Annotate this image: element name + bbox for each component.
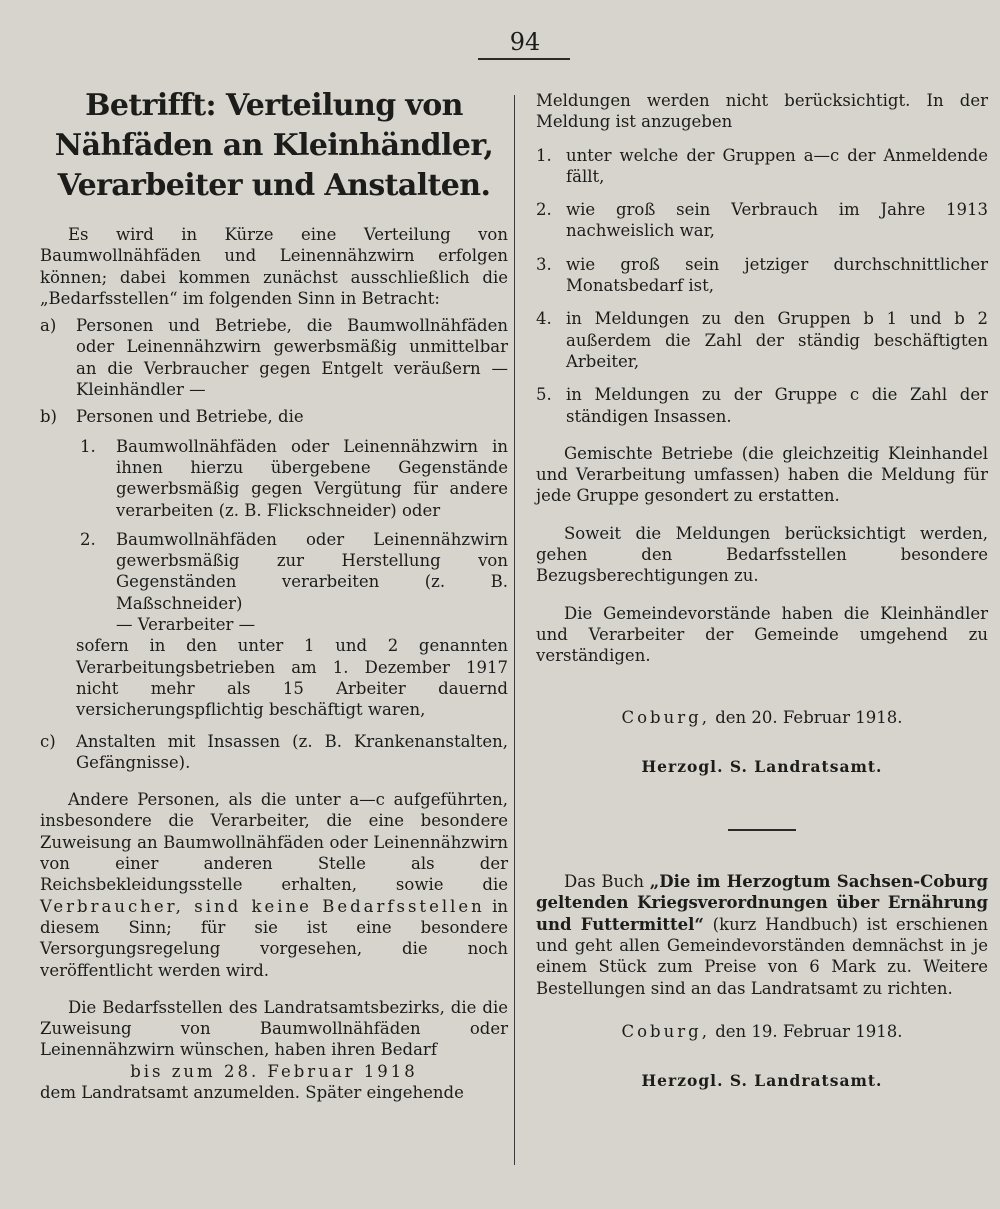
- other-persons-paragraph: [40, 789, 508, 981]
- place-name: Coburg,: [621, 1021, 710, 1041]
- item-b2-body: Baumwollnähfäden oder Leinennähzwirn gewerbsmäßig zur Herstellung von Gegenständen verarbeiten (z. B. Maßschneider): [116, 529, 508, 613]
- date-text: den 19. Februar 1918.: [709, 1021, 903, 1041]
- item-text: in Meldungen zu den Gruppen b 1 und b 2 außerdem die Zahl der ständig beschäftigten Arbeiter,: [566, 309, 988, 371]
- item-text: in Meldungen zu der Gruppe c die Zahl der ständigen Insassen.: [566, 385, 988, 426]
- intro-paragraph: Es wird in Kürze eine Verteilung von Baumwollnähfäden und Leinennähzwirn erfolgen können; dabei kommen zunächst ausschließlich die „Bedarfsstellen“ im folgenden Sinn in Betracht:: [40, 225, 508, 308]
- other-persons-text-2: in diesem Sinn; für sie ist eine besondere Versorgungsregelung vorgesehen, die noch veröffentlicht werden wird.: [40, 896, 508, 980]
- place-date-1: [536, 707, 988, 728]
- deadline: bis zum 28. Februar 1918: [130, 1061, 418, 1081]
- book-text: (kurz Handbuch) ist erschienen und geht allen Gemeindevorständen demnächst in je einem Stück zum Preise von 6 Mark zu. Weitere Bestellungen sind an das Landratsamt zu richten.: [536, 914, 988, 998]
- list-item: [536, 254, 988, 297]
- list-item: [536, 145, 988, 188]
- notify-paragraph: Die Gemeindevorstände haben die Kleinhändler und Verarbeiter der Gemeinde umgehend zu verständigen.: [536, 603, 988, 666]
- date-text: den 20. Februar 1918.: [709, 707, 903, 727]
- place-date-2: [536, 1021, 988, 1042]
- book-title: „Die im Herzogtum Sachsen-Coburg geltenden Kriegsverordnungen über Ernährung und Futtermittel“: [536, 872, 988, 934]
- item-b2-role: — Verarbeiter —: [116, 615, 256, 635]
- item-text: wie groß sein jetziger durchschnittlicher Monatsbedarf ist,: [566, 254, 988, 296]
- item-label: 3.: [536, 254, 552, 274]
- item-text: wie groß sein Verbrauch im Jahre 1913 nachweislich war,: [566, 200, 988, 241]
- item-label: b): [40, 407, 57, 427]
- item-text: Baumwollnähfäden oder Leinennähzwirn in ihnen hierzu übergebene Gegenstände gewerbsmäßig gegen Vergütung für andere verarbeiten (z. B. Flickschneider) oder: [116, 436, 508, 520]
- list-item: [536, 384, 988, 427]
- sub-item-b1: [80, 436, 508, 521]
- bedarf-paragraph-end: dem Landratsamt anzumelden. Später eingehende: [40, 1082, 464, 1102]
- item-text: Personen und Betriebe, die: [76, 407, 304, 427]
- announcement-title: Betrifft: Verteilung von Nähfäden an Kleinhändler, Verarbeiter und Anstalten.: [54, 88, 494, 203]
- item-b-condition: sofern in den unter 1 und 2 genannten Verarbeitungsbetrieben am 1. Dezember 1917 nicht mehr als 15 Arbeiter dauernd versicherungspflichtig beschäftigt waren,: [76, 636, 508, 720]
- item-label: 1.: [80, 436, 96, 456]
- page-number-rule: [478, 58, 570, 60]
- place-name: Coburg,: [621, 707, 710, 727]
- item-label: 2.: [80, 529, 96, 549]
- other-persons-spaced: Verbraucher, sind keine Bedarfsstellen: [40, 896, 485, 916]
- right-column: [536, 90, 988, 1092]
- item-text: unter welche der Gruppen a—c der Anmeldende fällt,: [566, 145, 988, 186]
- page-number: 94: [509, 28, 541, 56]
- mixed-businesses-paragraph: Gemischte Betriebe (die gleichzeitig Kleinhandel und Verarbeitung umfassen) haben die Meldung für jede Gruppe gesondert zu erstatten.: [536, 443, 988, 506]
- other-persons-text-1: Andere Personen, als die unter a—c aufgeführten, insbesondere die Verarbeiter, die eine besondere Zuweisung an Baumwollnähfäden oder Leinennähzwirn von einer anderen Stelle als der Reichsbekleidungsstelle erhalten, sowie die: [40, 790, 508, 895]
- section-divider: [728, 829, 796, 831]
- list-item-a: [40, 315, 508, 400]
- book-announcement: [536, 871, 988, 999]
- item-label: 5.: [536, 385, 552, 405]
- item-label: 2.: [536, 200, 552, 220]
- sub-list-b: [80, 436, 508, 636]
- list-item: [536, 308, 988, 372]
- signature-2: Herzogl. S. Landratsamt.: [641, 1071, 883, 1091]
- list-item-c: [40, 731, 508, 774]
- left-column: [40, 82, 508, 1103]
- item-label: c): [40, 731, 56, 751]
- item-text: Anstalten mit Insassen (z. B. Krankenanstalten, Gefängnisse).: [76, 731, 508, 772]
- book-intro: Das Buch: [564, 872, 650, 892]
- list-item: [536, 199, 988, 242]
- item-label: 1.: [536, 145, 552, 165]
- item-text: [116, 529, 508, 635]
- sub-item-b2: [80, 529, 508, 635]
- list-item-b: [40, 406, 508, 427]
- item-label: 4.: [536, 309, 552, 329]
- item-text: Personen und Betriebe, die Baumwollnähfäden oder Leinennähzwirn gewerbsmäßig unmittelbar an die Verbraucher gegen Entgelt veräußern — Kleinhändler —: [76, 316, 508, 400]
- item-label: a): [40, 316, 57, 336]
- consideration-paragraph: Soweit die Meldungen berücksichtigt werden, gehen den Bedarfsstellen besondere Bezugsberechtigungen zu.: [536, 523, 988, 586]
- signature-1: Herzogl. S. Landratsamt.: [641, 756, 883, 776]
- continuation-paragraph: Meldungen werden nicht berücksichtigt. In der Meldung ist anzugeben: [536, 91, 988, 132]
- bedarf-paragraph: Die Bedarfsstellen des Landratsamtsbezirks, die die Zuweisung von Baumwollnähfäden oder Leinennähzwirn wünschen, haben ihren Bedarf: [40, 997, 508, 1060]
- column-divider: [514, 95, 515, 1165]
